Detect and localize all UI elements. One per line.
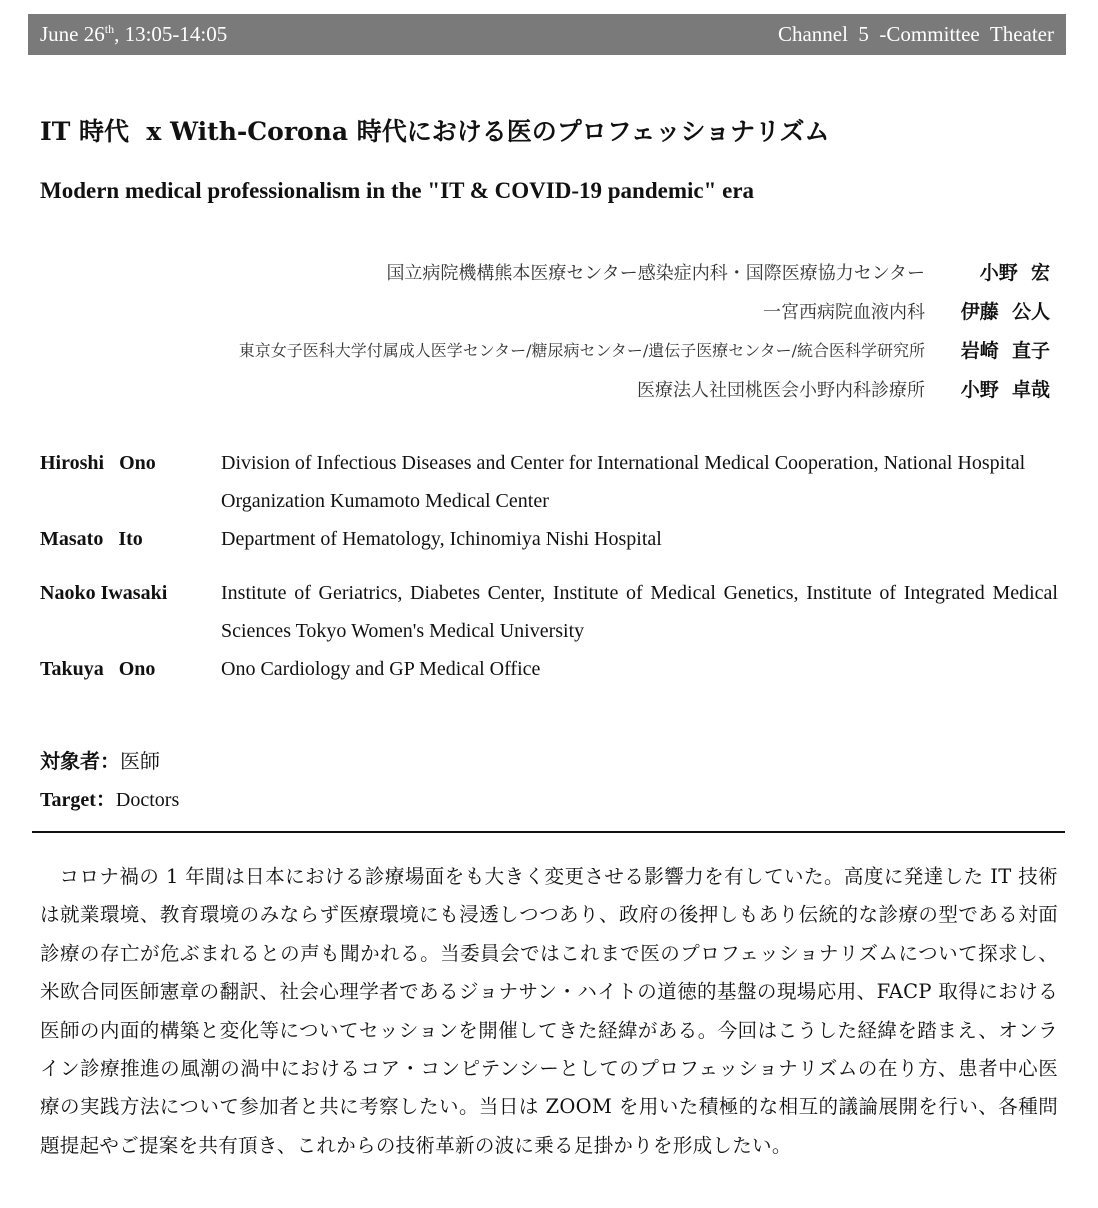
speaker-row-en	[40, 650, 1058, 688]
title-japanese: IT 時代 x With-Corona 時代における医のプロフェッショナリズム	[40, 117, 830, 146]
title-english: Modern medical professionalism in the "IT & COVID-19 pandemic" era	[40, 178, 755, 203]
speaker-name-en: Masato Ito	[40, 528, 143, 550]
target-ja: 対象者：医師	[40, 749, 160, 773]
speaker-row-en	[40, 520, 1058, 558]
speaker-name: 伊藤 公人	[960, 301, 1050, 323]
speaker-row	[80, 252, 1050, 291]
speaker-row	[80, 291, 1050, 330]
target-en: Target：Doctors	[40, 789, 180, 811]
speaker-name: 小野 卓哉	[960, 379, 1050, 401]
speaker-affiliation-en: Division of Infectious Diseases and Center for International Medical Cooperation, National Hospital Organization Kumamoto Medical Center	[221, 452, 1026, 512]
speaker-row-en	[40, 574, 1058, 650]
speaker-name-en: Naoko Iwasaki	[40, 582, 168, 604]
speaker-affiliation-en: Department of Hematology, Ichinomiya Nishi Hospital	[221, 528, 662, 550]
session-header-bar	[28, 14, 1066, 55]
speaker-affiliation: 医療法人社団桃医会小野内科診療所	[637, 379, 925, 401]
speaker-row-en	[40, 444, 1058, 520]
target-audience	[40, 742, 179, 820]
session-datetime: June 26th, 13:05-14:05	[40, 22, 228, 46]
session-abstract: コロナ禍の 1 年間は日本における診療場面をも大きく変更させる影響力を有していた。高度に発達した IT 技術は就業環境、教育環境のみならず医療環境にも浸透しつつあり、政府の後押しもあり伝統的な診療の型である対面診療の存亡が危ぶまれるとの声も聞かれる。当委員会ではこれまで医のプロフェッショナリズムについて探求し、米欧合同医師憲章の翻訳、社会心理学者であるジョナサン・ハイトの道徳的基盤の現場応用、FACP 取得における医師の内面的構築と変化等についてセッションを開催してきた経緯がある。今回はこうした経緯を踏まえ、オンライン診療推進の風潮の渦中におけるコア・コンピテンシーとしてのプロフェッショナリズムの在り方、患者中心医療の実践方法について参加者と共に考察したい。当日は ZOOM を用いた積極的な相互的議論展開を行い、各種問題提起やご提案を共有頂き、これからの技術革新の波に乗る足掛かりを形成したい。	[40, 865, 1058, 1157]
speaker-name-en: Takuya Ono	[40, 658, 156, 680]
session-channel: Channel 5 -Committee Theater	[777, 22, 1054, 46]
speaker-name: 岩崎 直子	[960, 340, 1050, 362]
speaker-affiliation: 国立病院機構熊本医療センター感染症内科・国際医療協力センター	[386, 262, 925, 284]
speaker-affiliation-en: Ono Cardiology and GP Medical Office	[221, 658, 541, 680]
speaker-affiliation: 東京女子医科大学付属成人医学センター/糖尿病センター/遺伝子医療センター/統合医科学研究所	[238, 341, 925, 360]
speaker-name: 小野 宏	[979, 262, 1050, 284]
speaker-name-en: Hiroshi Ono	[40, 452, 156, 474]
speaker-row	[80, 369, 1050, 408]
speaker-affiliation: 一宮西病院血液内科	[763, 301, 925, 323]
speaker-affiliation-en: Institute of Geriatrics, Diabetes Center, Institute of Medical Genetics, Institute of Integrated Medical Sciences Tokyo Women's Medical University	[221, 582, 1058, 642]
section-divider	[32, 831, 1065, 833]
speaker-list-english	[40, 444, 1058, 688]
speaker-row	[80, 330, 1050, 369]
speaker-list-japanese	[80, 252, 1050, 408]
